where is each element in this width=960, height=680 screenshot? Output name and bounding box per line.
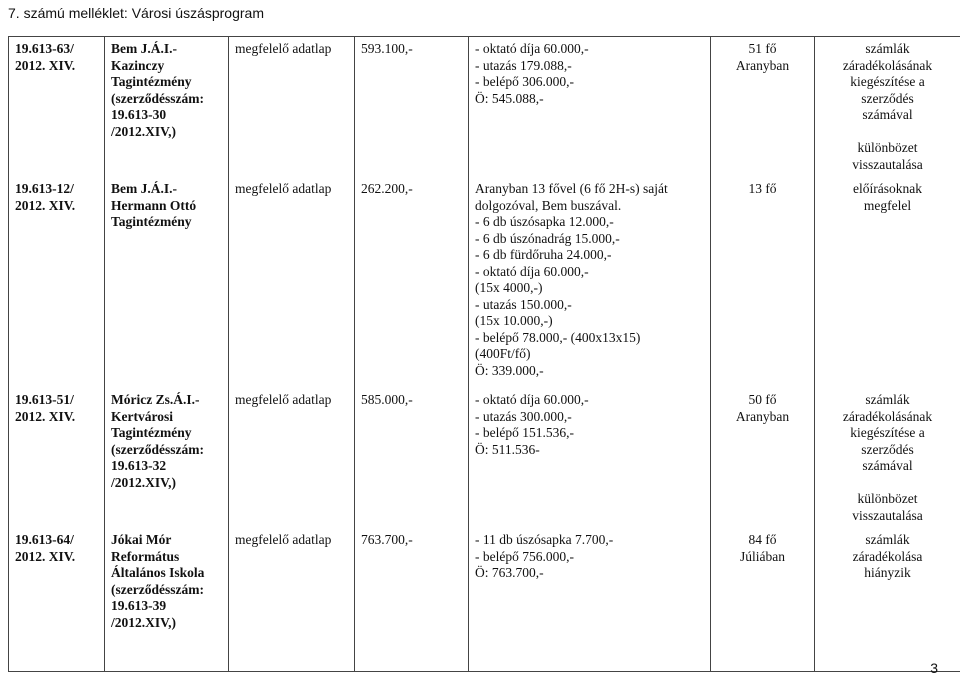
partner-line: 19.613-39 — [111, 598, 167, 613]
partner-line: /2012.XIV,) — [111, 474, 177, 490]
status-cell — [229, 37, 355, 178]
record-id-cell — [9, 388, 105, 528]
participants-line: 13 fő — [748, 181, 777, 196]
partner-cell — [105, 388, 229, 528]
partner-line: Tagintézmény — [111, 214, 192, 229]
participants-line: Aranyban — [735, 408, 790, 424]
remarks-line: előírásoknak — [853, 181, 922, 196]
table-row — [9, 177, 960, 388]
remarks-line: számával — [862, 107, 913, 122]
amount-cell — [355, 177, 469, 388]
details-line: Ö: 545.088,- — [475, 90, 544, 106]
document-title: 7. számú melléklet: Városi úszásprogram — [8, 5, 264, 21]
partner-line: /2012.XIV,) — [111, 614, 177, 630]
table-row — [9, 528, 960, 671]
record-id-line: 2012. XIV. — [15, 548, 76, 564]
partner-line: Bem J.Á.I.- — [111, 181, 177, 196]
participants-cell — [711, 388, 815, 528]
record-id-line: 2012. XIV. — [15, 57, 76, 73]
remarks-line: szerződés — [861, 441, 914, 457]
remarks-line: szerződés — [861, 90, 914, 106]
details-line: - 6 db úszósapka 12.000,- — [475, 214, 614, 229]
remarks-line — [821, 475, 954, 492]
amount-cell — [355, 37, 469, 178]
amount-text: 593.100,- — [361, 41, 413, 56]
status-cell — [229, 177, 355, 388]
record-id-cell — [9, 177, 105, 388]
participants-cell — [711, 528, 815, 671]
details-cell — [469, 388, 711, 528]
amount-text: 585.000,- — [361, 392, 413, 407]
details-line: (15x 4000,-) — [475, 280, 543, 295]
page-number: 3 — [930, 660, 938, 676]
status-text: megfelelő adatlap — [235, 532, 332, 547]
record-id-line: 19.613-12/ — [15, 181, 74, 196]
remarks-cell — [815, 177, 960, 388]
details-line: - belépő 756.000,- — [475, 548, 574, 564]
status-cell — [229, 528, 355, 671]
partner-line: Jókai Mór — [111, 532, 172, 547]
program-table — [8, 36, 960, 672]
partner-line: (szerződésszám: — [111, 90, 204, 106]
participants-cell — [711, 37, 815, 178]
remarks-line: számával — [862, 458, 913, 473]
details-line: Ö: 339.000,- — [475, 362, 544, 378]
details-line: - 11 db úszósapka 7.700,- — [475, 532, 614, 547]
remarks-line: számlák — [865, 41, 910, 56]
participants-line: 50 fő — [748, 392, 777, 407]
details-line: Ö: 763.700,- — [475, 565, 544, 580]
remarks-cell — [815, 528, 960, 671]
details-line: (15x 10.000,-) — [475, 313, 553, 328]
details-line: - belépő 306.000,- — [475, 74, 574, 89]
record-id-cell — [9, 37, 105, 178]
partner-line: Hermann Ottó — [111, 197, 197, 213]
remarks-line: megfelel — [863, 197, 912, 213]
details-line: - 6 db fürdőruha 24.000,- — [475, 247, 612, 262]
partner-line: (szerződésszám: — [111, 581, 204, 597]
details-cell — [469, 37, 711, 178]
status-cell — [229, 388, 355, 528]
details-line: - oktató díja 60.000,- — [475, 263, 589, 279]
amount-cell — [355, 388, 469, 528]
remarks-line: visszautalása — [852, 507, 923, 523]
details-line: - utazás 179.088,- — [475, 57, 572, 73]
partner-line: Tagintézmény — [111, 74, 192, 89]
participants-line: Aranyban — [735, 57, 790, 73]
record-id-line: 2012. XIV. — [15, 408, 76, 424]
details-line: - oktató díja 60.000,- — [475, 41, 589, 56]
remarks-line: kiegészítése a — [850, 74, 925, 89]
details-line: (400Ft/fő) — [475, 346, 531, 361]
remarks-line: különbözet — [857, 140, 918, 155]
partner-line: Kertvárosi — [111, 408, 173, 424]
record-id-line: 19.613-64/ — [15, 532, 74, 547]
record-id-line: 2012. XIV. — [15, 197, 76, 213]
amount-cell — [355, 528, 469, 671]
details-cell — [469, 528, 711, 671]
remarks-line — [821, 124, 954, 141]
status-text: megfelelő adatlap — [235, 392, 332, 407]
remarks-line: számlák — [865, 392, 910, 407]
partner-line: Bem J.Á.I.- — [111, 41, 177, 56]
partner-line: Tagintézmény — [111, 425, 192, 440]
partner-cell — [105, 177, 229, 388]
remarks-line: hiányzik — [864, 565, 911, 580]
amount-text: 763.700,- — [361, 532, 413, 547]
partner-line: Református — [111, 548, 180, 564]
details-line: - utazás 150.000,- — [475, 296, 572, 312]
remarks-line: visszautalása — [852, 156, 923, 172]
details-cell — [469, 177, 711, 388]
details-line: - utazás 300.000,- — [475, 408, 572, 424]
details-line: - belépő 78.000,- (400x13x15) — [475, 329, 641, 345]
details-line: - 6 db úszónadrág 15.000,- — [475, 230, 620, 246]
participants-line: 84 fő — [748, 532, 777, 547]
record-id-line: 19.613-63/ — [15, 41, 74, 56]
amount-text: 262.200,- — [361, 181, 413, 196]
status-text: megfelelő adatlap — [235, 41, 332, 56]
partner-line: 19.613-30 — [111, 107, 167, 122]
participants-line: 51 fő — [748, 41, 777, 56]
details-line: - oktató díja 60.000,- — [475, 392, 589, 407]
remarks-line: kiegészítése a — [850, 425, 925, 440]
partner-line: 19.613-32 — [111, 458, 167, 473]
remarks-line: záradékolásának — [842, 57, 933, 73]
partner-cell — [105, 37, 229, 178]
participants-cell — [711, 177, 815, 388]
remarks-cell — [815, 37, 960, 178]
status-text: megfelelő adatlap — [235, 181, 332, 196]
table-row — [9, 388, 960, 528]
record-id-line: 19.613-51/ — [15, 392, 74, 407]
table-row — [9, 37, 960, 178]
details-line: dolgozóval, Bem buszával. — [475, 197, 622, 213]
partner-line: Általános Iskola — [111, 565, 205, 580]
remarks-line: különbözet — [857, 491, 918, 506]
details-line: Ö: 511.536- — [475, 441, 540, 457]
partner-cell — [105, 528, 229, 671]
partner-line: /2012.XIV,) — [111, 123, 177, 139]
partner-line: (szerződésszám: — [111, 441, 204, 457]
remarks-line: számlák — [865, 532, 910, 547]
remarks-line: záradékolása — [852, 548, 923, 564]
partner-line: Kazinczy — [111, 57, 165, 73]
participants-line: Júliában — [740, 548, 785, 564]
details-line: - belépő 151.536,- — [475, 425, 574, 440]
remarks-line: záradékolásának — [842, 408, 933, 424]
record-id-cell — [9, 528, 105, 671]
details-line: Aranyban 13 fővel (6 fő 2H-s) saját — [475, 181, 668, 196]
partner-line: Móricz Zs.Á.I.- — [111, 392, 200, 407]
remarks-cell — [815, 388, 960, 528]
